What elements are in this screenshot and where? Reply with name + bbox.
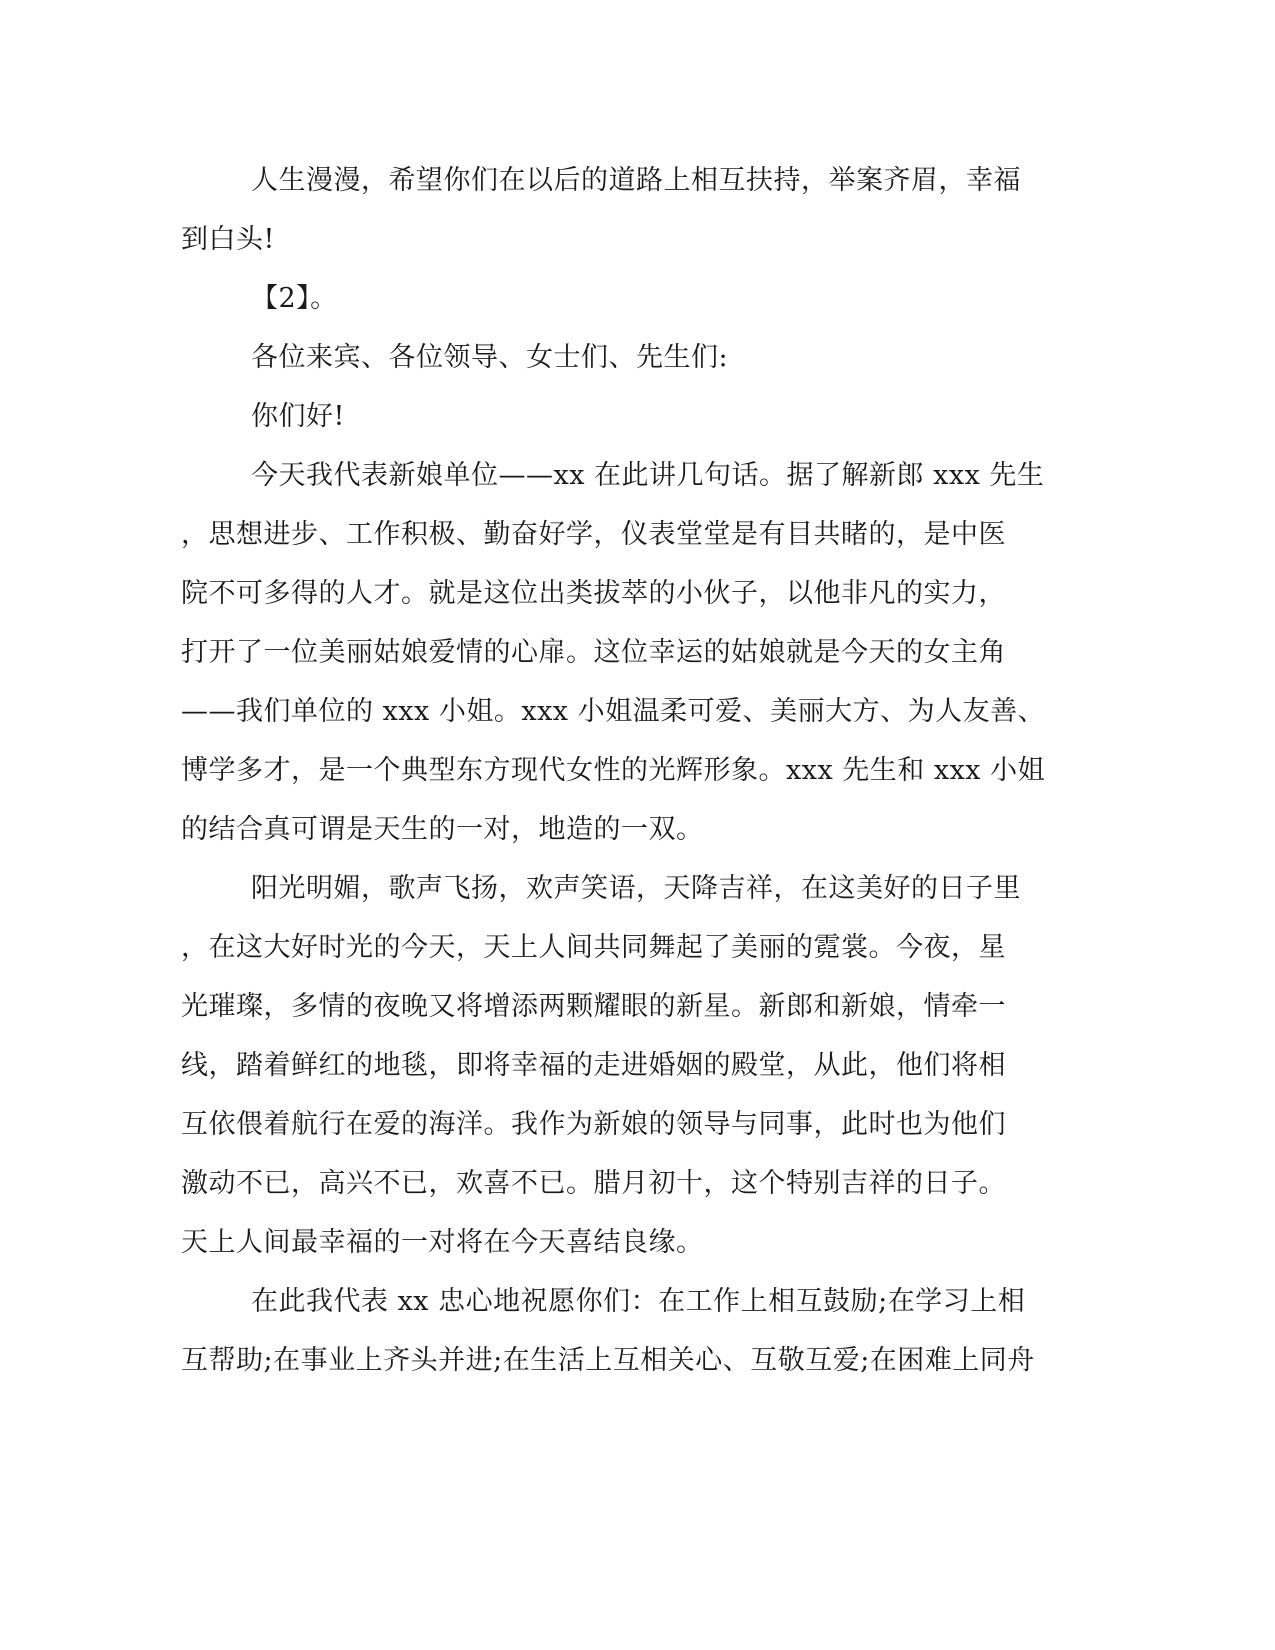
section-marker: 【2】。 xyxy=(251,283,338,314)
text-line: 阳光明媚，歌声飞扬，欢声笑语，天降吉祥，在这美好的日子里 xyxy=(251,873,1021,904)
greeting-line: 你们好! xyxy=(251,401,345,432)
text-line: 线，踏着鲜红的地毯，即将幸福的走进婚姻的殿堂，从此，他们将相 xyxy=(181,1050,1006,1081)
text-line: 在此我代表 xx 忠心地祝愿你们：在工作上相互鼓励;在学习上相 xyxy=(251,1286,1026,1317)
salutation-line: 各位来宾、各位领导、女士们、先生们: xyxy=(251,342,729,373)
text-line: 光璀璨，多情的夜晚又将增添两颗耀眼的新星。新郎和新娘，情牵一 xyxy=(181,991,1006,1022)
text-line: 打开了一位美丽姑娘爱情的心扉。这位幸运的姑娘就是今天的女主角 xyxy=(181,637,1006,668)
text-line: 的结合真可谓是天生的一对，地造的一双。 xyxy=(181,814,704,845)
text-line: 院不可多得的人才。就是这位出类拔萃的小伙子，以他非凡的实力， xyxy=(181,578,1006,609)
text-line: 互帮助;在事业上齐头并进;在生活上互相关心、互敬互爱;在困难上同舟 xyxy=(181,1345,1035,1376)
text-line: ，思想进步、工作积极、勤奋好学，仪表堂堂是有目共睹的，是中医 xyxy=(181,519,1006,550)
text-line: ，在这大好时光的今天，天上人间共同舞起了美丽的霓裳。今夜，星 xyxy=(181,932,1006,963)
text-line: 博学多才，是一个典型东方现代女性的光辉形象。xxx 先生和 xxx 小姐 xyxy=(181,755,1046,786)
text-line: 天上人间最幸福的一对将在今天喜结良缘。 xyxy=(181,1227,704,1258)
text-line: 今天我代表新娘单位——xx 在此讲几句话。据了解新郎 xxx 先生 xyxy=(251,460,1045,491)
text-line: 到白头! xyxy=(181,224,275,255)
text-line: 人生漫漫，希望你们在以后的道路上相互扶持，举案齐眉，幸福 xyxy=(251,165,1021,196)
text-line: 激动不已，高兴不已，欢喜不已。腊月初十，这个特别吉祥的日子。 xyxy=(181,1168,1006,1199)
text-line: 互依偎着航行在爱的海洋。我作为新娘的领导与同事，此时也为他们 xyxy=(181,1109,1006,1140)
text-line: ——我们单位的 xxx 小姐。xxx 小姐温柔可爱、美丽大方、为人友善、 xyxy=(181,696,1046,727)
